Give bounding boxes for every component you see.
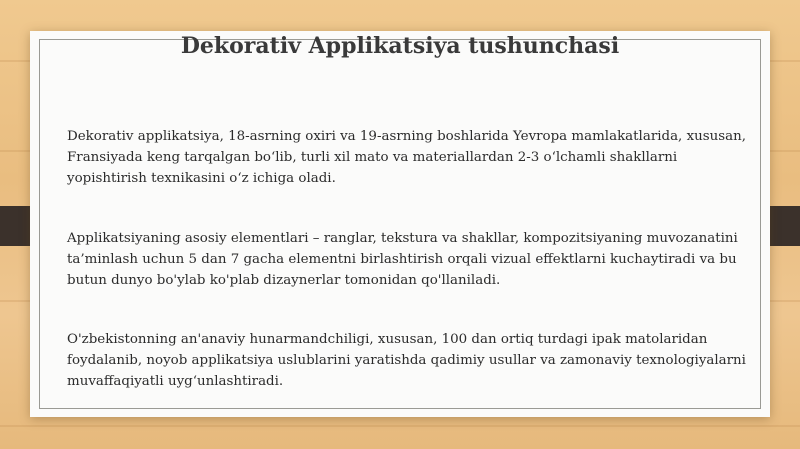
paragraph-1: Dekorativ applikatsiya, 18-asrning oxiri va 19-asrning boshlarida Yevropa mamlakatlarida, xususan, Fransiyada keng tarqalgan boʻlib, turli xil mato va materiallardan 2-3 oʻlchamli shakllarni yopishtirish texnikasini oʻz ichiga oladi. [67,129,746,186]
slide-title: Dekorativ Applikatsiya tushunchasi [180,33,620,59]
paragraph-3: O'zbekistonning an'anaviy hunarmandchiligi, xususan, 100 dan ortiq turdagi ipak matolaridan foydalanib, noyob applikatsiya uslublarini yaratishda qadimiy usullar va zamonaviy texnologiyalarni muvaffaqiyatli uyg‘unlashtiradi. [67,332,746,389]
wood-grain-line [0,425,800,427]
slide-card [30,31,770,417]
paragraph-2: Applikatsiyaning asosiy elementlari – ranglar, tekstura va shakllar, kompozitsiyaning muvozanatini ta’minlash uchun 5 dan 7 gacha elementni birlashtirish orqali vizual effektlarni kuchaytiradi va bu butun dunyo bo'ylab ko'plab dizaynerlar tomonidan qo'llaniladi. [67,231,738,288]
